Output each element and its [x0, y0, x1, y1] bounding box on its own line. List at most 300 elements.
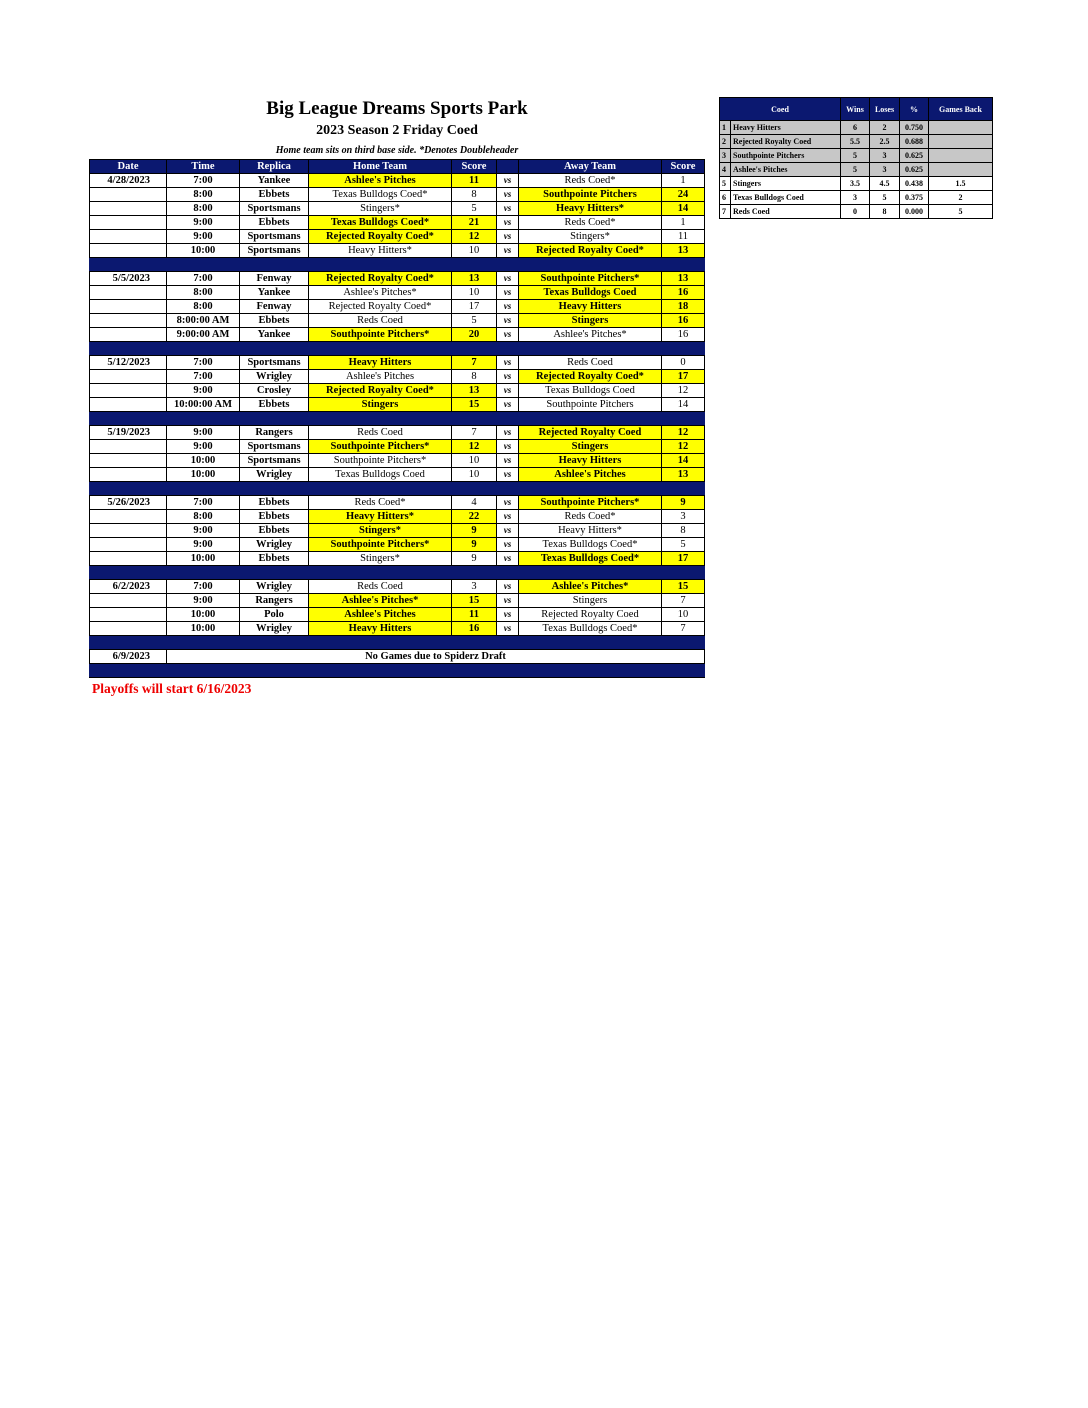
home-team: Rejected Royalty Coed*	[309, 300, 452, 314]
home-team: Ashlee's Pitches*	[309, 594, 452, 608]
game-row	[90, 216, 705, 230]
game-date	[90, 454, 167, 468]
home-score: 9	[452, 524, 497, 538]
schedule-header-row	[90, 160, 705, 174]
home-score: 5	[452, 202, 497, 216]
away-team: Heavy Hitters	[519, 300, 662, 314]
separator-cell	[309, 664, 452, 678]
game-time: 8:00:00 AM	[167, 314, 240, 328]
vs-label: vs	[497, 202, 519, 216]
game-row	[90, 328, 705, 342]
home-score: 15	[452, 594, 497, 608]
home-score: 16	[452, 622, 497, 636]
home-score: 12	[452, 440, 497, 454]
game-field: Sportsmans	[240, 356, 309, 370]
home-score: 9	[452, 538, 497, 552]
away-team: Stingers	[519, 594, 662, 608]
home-team: Texas Bulldogs Coed*	[309, 216, 452, 230]
home-score: 10	[452, 286, 497, 300]
separator-cell	[497, 258, 519, 272]
standing-games-back: 5	[929, 205, 993, 219]
home-score: 3	[452, 580, 497, 594]
away-team: Rejected Royalty Coed	[519, 608, 662, 622]
title-block	[90, 97, 704, 158]
game-field: Ebbets	[240, 216, 309, 230]
game-time: 7:00	[167, 496, 240, 510]
standing-loses: 3	[870, 163, 900, 177]
game-time: 10:00	[167, 468, 240, 482]
vs-label: vs	[497, 510, 519, 524]
game-date	[90, 286, 167, 300]
standings-body	[720, 121, 993, 219]
separator-cell	[309, 412, 452, 426]
separator-cell	[662, 664, 705, 678]
standing-loses: 5	[870, 191, 900, 205]
standing-wins: 5.5	[841, 135, 870, 149]
separator-cell	[167, 342, 240, 356]
home-team: Heavy Hitters	[309, 356, 452, 370]
game-date	[90, 524, 167, 538]
game-field: Ebbets	[240, 524, 309, 538]
vs-label: vs	[497, 426, 519, 440]
vs-label: vs	[497, 622, 519, 636]
vs-label: vs	[497, 398, 519, 412]
separator-cell	[90, 664, 167, 678]
game-field: Sportsmans	[240, 454, 309, 468]
game-row	[90, 440, 705, 454]
home-team: Southpointe Pitchers*	[309, 538, 452, 552]
separator-cell	[497, 664, 519, 678]
home-score: 8	[452, 188, 497, 202]
away-team: Texas Bulldogs Coed*	[519, 622, 662, 636]
away-score: 24	[662, 188, 705, 202]
standing-rank: 6	[720, 191, 731, 205]
away-score: 12	[662, 426, 705, 440]
separator-cell	[309, 566, 452, 580]
vs-label: vs	[497, 244, 519, 258]
game-date: 5/26/2023	[90, 496, 167, 510]
separator-cell	[452, 566, 497, 580]
game-time: 7:00	[167, 174, 240, 188]
game-time: 9:00	[167, 524, 240, 538]
home-score: 7	[452, 426, 497, 440]
home-score: 20	[452, 328, 497, 342]
separator-cell	[309, 482, 452, 496]
standing-wins: 6	[841, 121, 870, 135]
home-team: Reds Coed	[309, 314, 452, 328]
away-score: 9	[662, 496, 705, 510]
vs-label: vs	[497, 552, 519, 566]
home-score: 13	[452, 272, 497, 286]
game-date	[90, 216, 167, 230]
vs-label: vs	[497, 300, 519, 314]
away-score: 17	[662, 552, 705, 566]
home-team: Southpointe Pitchers*	[309, 454, 452, 468]
standing-pct: 0.750	[900, 121, 929, 135]
game-time: 9:00:00 AM	[167, 328, 240, 342]
away-team: Southpointe Pitchers	[519, 398, 662, 412]
separator-cell	[662, 258, 705, 272]
standing-loses: 4.5	[870, 177, 900, 191]
away-team: Texas Bulldogs Coed	[519, 384, 662, 398]
separator-cell	[497, 342, 519, 356]
game-time: 8:00	[167, 510, 240, 524]
separator-cell	[240, 664, 309, 678]
page-title: Big League Dreams Sports Park	[266, 98, 528, 119]
standing-pct: 0.375	[900, 191, 929, 205]
game-row	[90, 608, 705, 622]
standing-pct: 0.625	[900, 149, 929, 163]
game-row	[90, 202, 705, 216]
game-field: Rangers	[240, 594, 309, 608]
home-score: 10	[452, 244, 497, 258]
separator-cell	[662, 566, 705, 580]
week-separator	[90, 566, 705, 580]
game-row	[90, 496, 705, 510]
home-score: 13	[452, 384, 497, 398]
game-row	[90, 300, 705, 314]
standing-loses: 8	[870, 205, 900, 219]
standing-team: Ashlee's Pitches	[731, 163, 841, 177]
game-row	[90, 538, 705, 552]
separator-cell	[519, 482, 662, 496]
away-team: Ashlee's Pitches	[519, 468, 662, 482]
separator-cell	[90, 636, 167, 650]
game-date: 5/12/2023	[90, 356, 167, 370]
standings-row	[720, 135, 993, 149]
home-score: 8	[452, 370, 497, 384]
standings-header-loses: Loses	[870, 98, 900, 121]
standings-row	[720, 177, 993, 191]
vs-label: vs	[497, 216, 519, 230]
separator-cell	[519, 664, 662, 678]
standings-row	[720, 163, 993, 177]
home-team: Stingers*	[309, 552, 452, 566]
game-row	[90, 174, 705, 188]
game-row	[90, 426, 705, 440]
vs-label: vs	[497, 496, 519, 510]
game-time: 7:00	[167, 272, 240, 286]
away-score: 5	[662, 538, 705, 552]
game-time: 10:00:00 AM	[167, 398, 240, 412]
home-score: 4	[452, 496, 497, 510]
standings-header-games-back: Games Back	[929, 98, 993, 121]
standings-header-pct: %	[900, 98, 929, 121]
game-field: Wrigley	[240, 580, 309, 594]
home-score: 11	[452, 608, 497, 622]
game-row	[90, 370, 705, 384]
page-subtitle: 2023 Season 2 Friday Coed	[316, 123, 478, 138]
separator-cell	[452, 412, 497, 426]
separator-cell	[90, 482, 167, 496]
away-team: Rejected Royalty Coed	[519, 426, 662, 440]
away-team: Heavy Hitters*	[519, 202, 662, 216]
separator-cell	[662, 482, 705, 496]
away-score: 11	[662, 230, 705, 244]
separator-cell	[167, 412, 240, 426]
game-row	[90, 286, 705, 300]
home-team: Reds Coed	[309, 426, 452, 440]
vs-label: vs	[497, 188, 519, 202]
away-team: Rejected Royalty Coed*	[519, 370, 662, 384]
game-row	[90, 244, 705, 258]
game-field: Ebbets	[240, 314, 309, 328]
separator-cell	[309, 258, 452, 272]
away-team: Stingers*	[519, 230, 662, 244]
vs-label: vs	[497, 538, 519, 552]
game-time: 7:00	[167, 356, 240, 370]
vs-label: vs	[497, 384, 519, 398]
game-date	[90, 314, 167, 328]
game-row	[90, 510, 705, 524]
game-date	[90, 622, 167, 636]
home-team: Texas Bulldogs Coed	[309, 468, 452, 482]
standing-wins: 3	[841, 191, 870, 205]
game-field: Ebbets	[240, 398, 309, 412]
game-time: 10:00	[167, 244, 240, 258]
game-row	[90, 524, 705, 538]
away-score: 16	[662, 314, 705, 328]
standing-rank: 1	[720, 121, 731, 135]
game-row	[90, 468, 705, 482]
away-score: 16	[662, 328, 705, 342]
standing-rank: 3	[720, 149, 731, 163]
game-time: 10:00	[167, 552, 240, 566]
game-row	[90, 384, 705, 398]
game-row	[90, 552, 705, 566]
vs-label: vs	[497, 314, 519, 328]
away-team: Heavy Hitters	[519, 454, 662, 468]
home-team: Ashlee's Pitches*	[309, 286, 452, 300]
away-team: Texas Bulldogs Coed*	[519, 538, 662, 552]
week-separator	[90, 342, 705, 356]
game-time: 8:00	[167, 300, 240, 314]
game-row	[90, 622, 705, 636]
separator-cell	[497, 482, 519, 496]
away-score: 17	[662, 370, 705, 384]
away-score: 12	[662, 384, 705, 398]
away-score: 14	[662, 202, 705, 216]
home-team: Ashlee's Pitches	[309, 174, 452, 188]
game-field: Ebbets	[240, 510, 309, 524]
separator-cell	[452, 342, 497, 356]
separator-cell	[167, 482, 240, 496]
game-date	[90, 608, 167, 622]
game-time: 8:00	[167, 286, 240, 300]
vs-label: vs	[497, 440, 519, 454]
home-score: 17	[452, 300, 497, 314]
game-date	[90, 188, 167, 202]
game-field: Sportsmans	[240, 230, 309, 244]
away-team: Ashlee's Pitches*	[519, 580, 662, 594]
home-team: Southpointe Pitchers*	[309, 440, 452, 454]
separator-cell	[662, 636, 705, 650]
home-score: 7	[452, 356, 497, 370]
game-time: 9:00	[167, 426, 240, 440]
game-date	[90, 538, 167, 552]
away-team: Reds Coed	[519, 356, 662, 370]
standing-team: Reds Coed	[731, 205, 841, 219]
away-score: 16	[662, 286, 705, 300]
game-date	[90, 468, 167, 482]
away-score: 18	[662, 300, 705, 314]
game-date	[90, 384, 167, 398]
home-team: Rejected Royalty Coed*	[309, 272, 452, 286]
standing-rank: 7	[720, 205, 731, 219]
vs-label: vs	[497, 174, 519, 188]
away-score: 12	[662, 440, 705, 454]
standing-games-back: 1.5	[929, 177, 993, 191]
separator-cell	[167, 258, 240, 272]
game-row	[90, 314, 705, 328]
home-score: 11	[452, 174, 497, 188]
separator-cell	[90, 412, 167, 426]
standing-loses: 3	[870, 149, 900, 163]
col-header-away-score: Score	[662, 160, 705, 174]
game-date: 4/28/2023	[90, 174, 167, 188]
home-team: Reds Coed	[309, 580, 452, 594]
vs-label: vs	[497, 272, 519, 286]
vs-label: vs	[497, 328, 519, 342]
game-time: 7:00	[167, 370, 240, 384]
schedule-note: Home team sits on third base side. *Denotes Doubleheader	[275, 145, 519, 156]
game-field: Crosley	[240, 384, 309, 398]
game-row	[90, 454, 705, 468]
standing-wins: 0	[841, 205, 870, 219]
game-time: 10:00	[167, 454, 240, 468]
week-separator	[90, 482, 705, 496]
away-team: Ashlee's Pitches*	[519, 328, 662, 342]
standing-rank: 2	[720, 135, 731, 149]
standings-header-row	[720, 98, 993, 121]
home-score: 21	[452, 216, 497, 230]
game-date	[90, 328, 167, 342]
away-score: 13	[662, 468, 705, 482]
no-games-row	[90, 650, 705, 664]
home-team: Ashlee's Pitches	[309, 608, 452, 622]
game-time: 9:00	[167, 216, 240, 230]
separator-cell	[662, 412, 705, 426]
separator-cell	[167, 664, 240, 678]
separator-cell	[452, 636, 497, 650]
game-row	[90, 398, 705, 412]
game-time: 9:00	[167, 594, 240, 608]
standing-loses: 2.5	[870, 135, 900, 149]
game-field: Fenway	[240, 272, 309, 286]
separator-cell	[309, 342, 452, 356]
away-score: 8	[662, 524, 705, 538]
home-score: 9	[452, 552, 497, 566]
game-date: 5/5/2023	[90, 272, 167, 286]
game-time: 9:00	[167, 440, 240, 454]
game-row	[90, 230, 705, 244]
home-team: Texas Bulldogs Coed*	[309, 188, 452, 202]
standing-loses: 2	[870, 121, 900, 135]
away-score: 3	[662, 510, 705, 524]
separator-cell	[240, 258, 309, 272]
week-separator	[90, 258, 705, 272]
home-team: Stingers*	[309, 202, 452, 216]
game-row	[90, 594, 705, 608]
standing-games-back	[929, 121, 993, 135]
schedule-body	[90, 174, 705, 678]
game-time: 10:00	[167, 608, 240, 622]
game-time: 9:00	[167, 538, 240, 552]
standings-row	[720, 121, 993, 135]
game-field: Fenway	[240, 300, 309, 314]
standing-team: Stingers	[731, 177, 841, 191]
away-team: Texas Bulldogs Coed*	[519, 552, 662, 566]
vs-label: vs	[497, 580, 519, 594]
game-date	[90, 440, 167, 454]
game-date	[90, 244, 167, 258]
away-score: 1	[662, 216, 705, 230]
away-score: 15	[662, 580, 705, 594]
standings-row	[720, 149, 993, 163]
standing-wins: 3.5	[841, 177, 870, 191]
home-score: 10	[452, 454, 497, 468]
home-team: Heavy Hitters	[309, 622, 452, 636]
col-header-home-team: Home Team	[309, 160, 452, 174]
away-team: Reds Coed*	[519, 510, 662, 524]
home-score: 22	[452, 510, 497, 524]
away-score: 14	[662, 454, 705, 468]
col-header-replica: Replica	[240, 160, 309, 174]
standing-rank: 5	[720, 177, 731, 191]
away-score: 1	[662, 174, 705, 188]
game-time: 9:00	[167, 230, 240, 244]
vs-label: vs	[497, 356, 519, 370]
away-team: Heavy Hitters*	[519, 524, 662, 538]
game-field: Ebbets	[240, 552, 309, 566]
separator-cell	[519, 566, 662, 580]
vs-label: vs	[497, 454, 519, 468]
away-team: Stingers	[519, 314, 662, 328]
standing-pct: 0.000	[900, 205, 929, 219]
game-date	[90, 370, 167, 384]
game-field: Sportsmans	[240, 202, 309, 216]
vs-label: vs	[497, 370, 519, 384]
standing-games-back: 2	[929, 191, 993, 205]
game-field: Wrigley	[240, 468, 309, 482]
game-time: 10:00	[167, 622, 240, 636]
standing-rank: 4	[720, 163, 731, 177]
schedule-table	[89, 159, 705, 678]
separator-cell	[90, 342, 167, 356]
separator-cell	[309, 636, 452, 650]
game-time: 8:00	[167, 202, 240, 216]
separator-cell	[90, 566, 167, 580]
game-row	[90, 188, 705, 202]
away-team: Texas Bulldogs Coed	[519, 286, 662, 300]
game-field: Rangers	[240, 426, 309, 440]
standing-wins: 5	[841, 163, 870, 177]
game-field: Sportsmans	[240, 440, 309, 454]
week-separator	[90, 412, 705, 426]
separator-cell	[519, 342, 662, 356]
home-score: 10	[452, 468, 497, 482]
separator-cell	[519, 636, 662, 650]
home-score: 15	[452, 398, 497, 412]
standing-pct: 0.688	[900, 135, 929, 149]
week-separator	[90, 664, 705, 678]
away-team: Stingers	[519, 440, 662, 454]
game-field: Sportsmans	[240, 244, 309, 258]
standing-pct: 0.625	[900, 163, 929, 177]
standings-header-wins: Wins	[841, 98, 870, 121]
separator-cell	[497, 566, 519, 580]
game-row	[90, 356, 705, 370]
